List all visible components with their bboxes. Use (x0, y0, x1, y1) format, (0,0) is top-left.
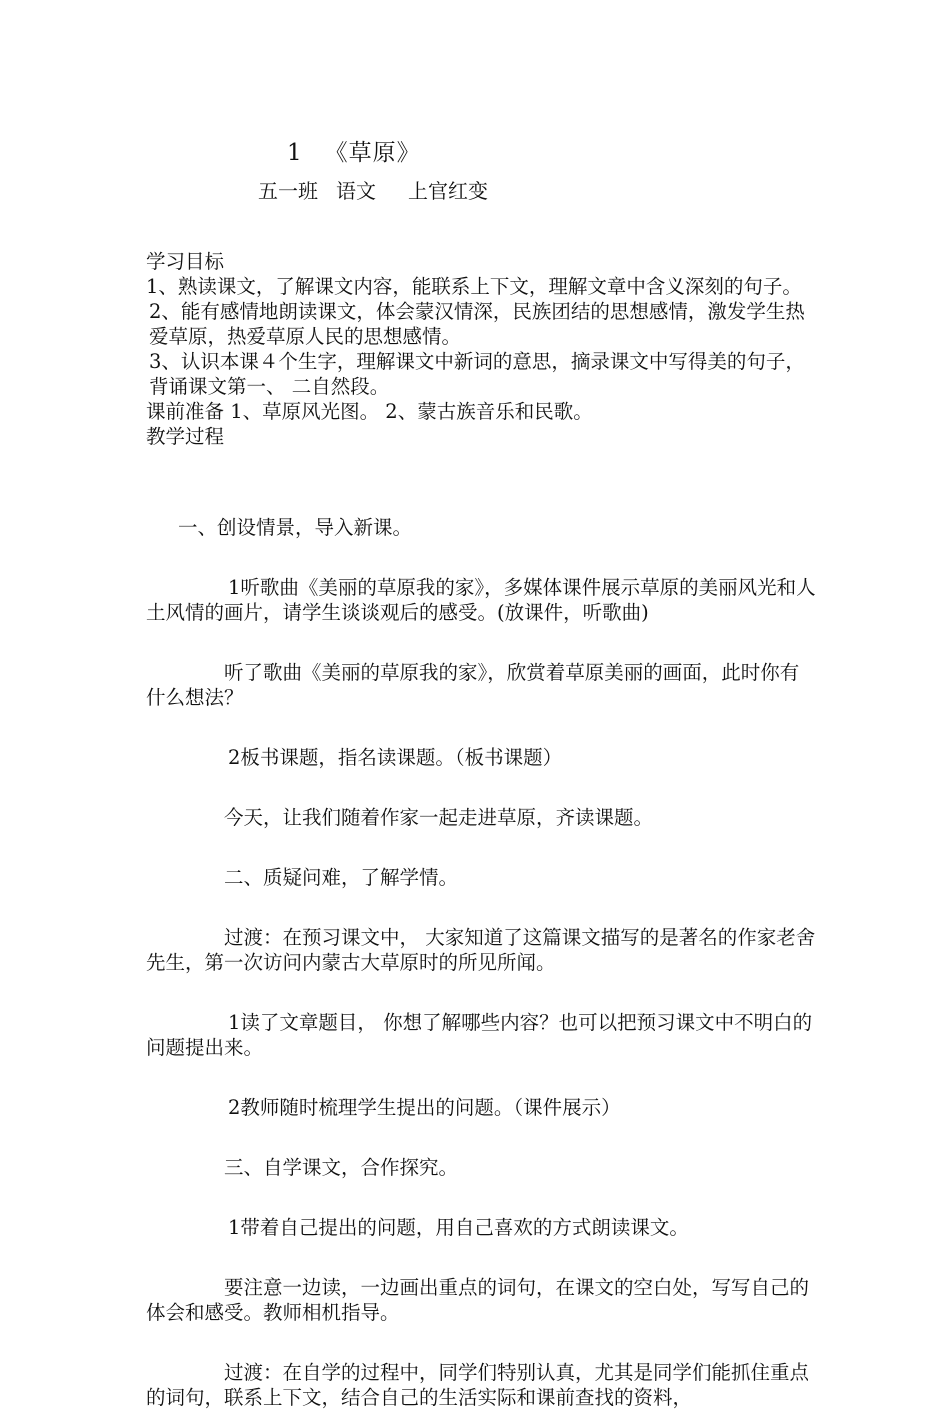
lesson-title (287, 134, 421, 167)
paragraph: 1带着自己提出的问题，用自己喜欢的方式朗读课文。 (228, 1216, 689, 1239)
paragraph: 听了歌曲《美丽的草原我的家》，欣赏着草原美丽的画面，此时你有什么想法？ (146, 661, 800, 709)
class-name: 五一班 (258, 179, 318, 203)
section-heading-1: 一、创设情景，导入新课。 (178, 516, 413, 539)
lesson-byline (258, 175, 488, 204)
goals-heading: 学习目标 (146, 250, 225, 273)
section-heading-2: 二、质疑问难，了解学情。 (224, 866, 459, 889)
process-heading: 教学过程 (146, 425, 225, 448)
teaching-process (146, 515, 816, 1410)
paragraph: 今天，让我们随着作家一起走进草原，齐读课题。 (224, 806, 654, 829)
teacher-name: 上官红变 (408, 179, 488, 203)
lesson-title-text: 《草原》 (324, 140, 421, 166)
preparation-line: 课前准备 1、草原风光图。 2、蒙古族音乐和民歌。 (146, 400, 593, 423)
paragraph: 过渡：在预习课文中， 大家知道了这篇课文描写的是著名的作家老舍先生，第一次访问内蒙古大草原时的所见所闻。 (146, 926, 816, 974)
section-heading-3: 三、自学课文，合作探究。 (224, 1156, 459, 1179)
paragraph: 要注意一边读，一边画出重点的词句，在课文的空白处，写写自己的体会和感受。教师相机指导。 (146, 1276, 810, 1324)
paragraph: 2板书课题，指名读课题。（板书课题） (228, 746, 563, 769)
goal-item-2: 2、能有感情地朗读课文，体会蒙汉情深，民族团结的思想感情，激发学生热爱草原，热爱草原人民的思想感情。 (149, 300, 805, 348)
paragraph: 1听歌曲《美丽的草原我的家》，多媒体课件展示草原的美丽风光和人土风情的画片，请学生谈谈观后的感受。(放课件，听歌曲) (146, 576, 816, 624)
paragraph: 过渡：在自学的过程中，同学们特别认真，尤其是同学们能抓住重点的词句，联系上下文，结合自己的生活实际和课前查找的资料， (146, 1361, 810, 1409)
paragraph: 1读了文章题目， 你想了解哪些内容？也可以把预习课文中不明白的问题提出来。 (146, 1011, 813, 1059)
learning-goals-section (146, 249, 816, 449)
lesson-number: 1 (287, 140, 303, 166)
subject-name: 语文 (336, 179, 376, 203)
paragraph: 2教师随时梳理学生提出的问题。（课件展示） (228, 1096, 621, 1119)
goal-item-1: 1、熟读课文，了解课文内容，能联系上下文，理解文章中含义深刻的句子。 (146, 275, 802, 298)
goal-item-3: 3、认识本课４个生字，理解课文中新词的意思，摘录课文中写得美的句子，背诵课文第一、 二自然段。 (149, 350, 805, 398)
